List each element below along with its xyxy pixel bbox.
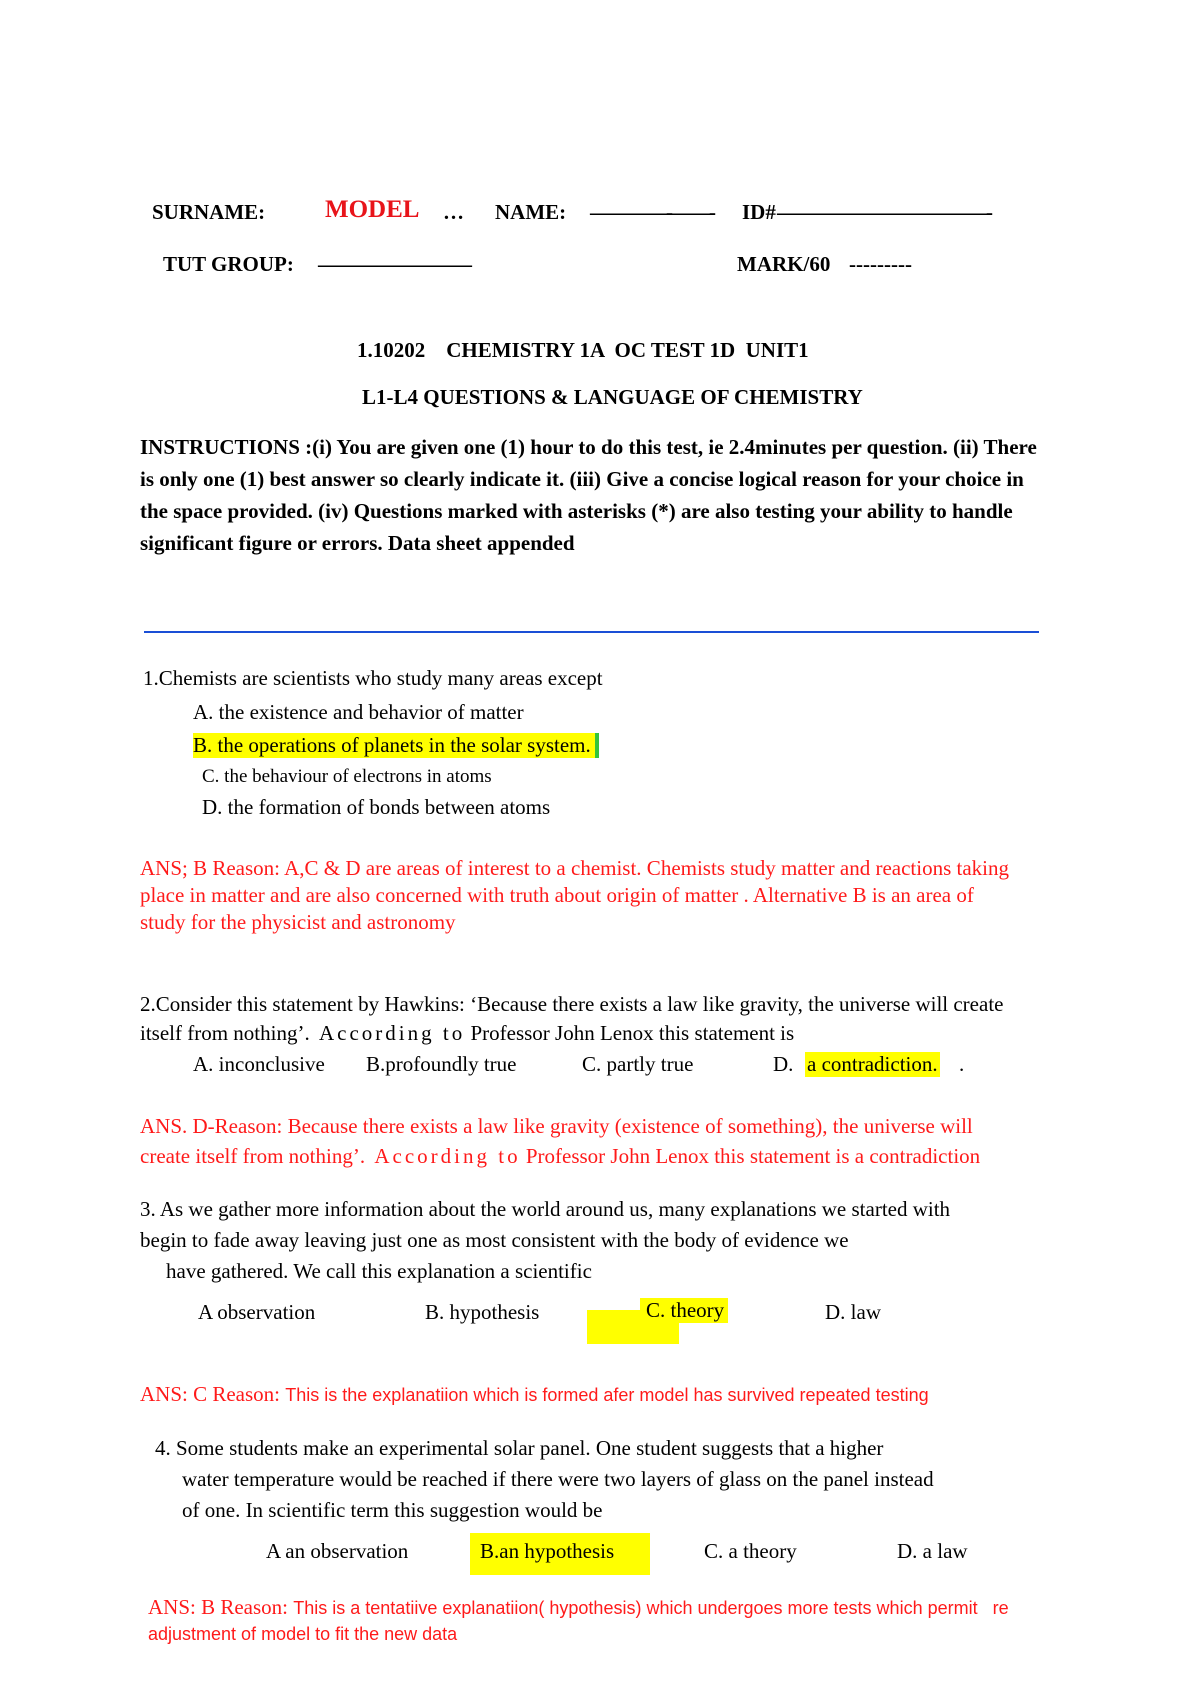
q1-answer-line3: study for the physicist and astronomy: [140, 910, 456, 934]
surname-dots: …: [443, 200, 464, 224]
q4-option-a: A an observation: [266, 1539, 409, 1563]
q4-answer-text1: This is a tentatiive explanatiion( hypothesis) which undergoes more tests which permit re: [293, 1598, 1009, 1618]
name-blank: ————-——-: [590, 200, 714, 224]
separator-rule: [144, 631, 1039, 633]
q3-answer-prefix: ANS: C Reason:: [140, 1382, 281, 1406]
id-blank: ———————————-: [777, 200, 991, 224]
q1-stem: 1.Chemists are scientists who study many areas except: [143, 666, 603, 690]
id-label: ID#: [742, 200, 776, 224]
q2-answer-part1: create itself from nothing’.: [140, 1144, 366, 1168]
q2-stem-part1: itself from nothing’.: [140, 1021, 310, 1045]
tut-group-label: TUT GROUP:: [163, 252, 294, 276]
q2-answer-line1: ANS. D-Reason: Because there exists a law like gravity (existence of something), the universe will: [140, 1114, 973, 1138]
q1-answer-line2: place in matter and are also concerned with truth about origin of matter . Alternative B is an area of: [140, 883, 974, 907]
q2-option-b: B.profoundly true: [366, 1052, 517, 1076]
q3-option-d: D. law: [825, 1300, 881, 1324]
q2-option-a: A. inconclusive: [193, 1052, 325, 1076]
q2-stem-line2: [140, 1021, 794, 1046]
q2-option-d-label: D.: [773, 1052, 794, 1076]
q1-answer-line1: ANS; B Reason: A,C & D are areas of interest to a chemist. Chemists study matter and reactions taking: [140, 856, 1009, 880]
tut-group-blank: ————————: [318, 252, 470, 276]
q4-option-d: D. a law: [897, 1539, 968, 1563]
q4-stem-line1: 4. Some students make an experimental solar panel. One student suggests that a higher: [155, 1436, 884, 1460]
q2-stem-spaced: According to: [318, 1021, 466, 1045]
q2-option-d-tail: .: [959, 1052, 965, 1076]
q3-option-b: B. hypothesis: [425, 1300, 540, 1324]
surname-label: SURNAME:: [152, 200, 266, 224]
q4-answer-line1: [148, 1595, 1009, 1620]
surname-value: MODEL: [325, 196, 420, 223]
q4-stem-line2: water temperature would be reached if there were two layers of glass on the panel instead: [182, 1467, 934, 1491]
q3-stem-line2: begin to fade away leaving just one as most consistent with the body of evidence we: [140, 1228, 849, 1252]
q2-stem-part3: Professor John Lenox this statement is: [470, 1021, 795, 1045]
name-label: NAME:: [495, 200, 567, 224]
q1-option-b: B. the operations of planets in the solar system.: [193, 733, 599, 758]
q3-option-a: A observation: [198, 1300, 316, 1324]
q3-stem-line3: have gathered. We call this explanation a scientific: [166, 1259, 592, 1283]
q3-option-c: C. theory: [640, 1298, 728, 1323]
q4-answer-prefix: ANS: B Reason:: [148, 1595, 289, 1619]
q4-stem-line3: of one. In scientific term this suggestion would be: [182, 1498, 603, 1522]
test-title: 1.10202 CHEMISTRY 1A OC TEST 1D UNIT1: [357, 338, 809, 362]
mark-blank: ---------: [849, 252, 912, 276]
test-subtitle: L1-L4 QUESTIONS & LANGUAGE OF CHEMISTRY: [362, 385, 863, 409]
q1-option-a: A. the existence and behavior of matter: [193, 700, 524, 724]
q1-option-d: D. the formation of bonds between atoms: [202, 795, 551, 819]
q1-option-c: C. the behaviour of electrons in atoms: [202, 766, 492, 787]
instructions: INSTRUCTIONS :(i) You are given one (1) hour to do this test, ie 2.4minutes per question. (ii) There is only one (1) best answer so clearly indicate it. (iii) Give a concise logical reason for your choice in the space provided. (iv) Questions marked with asterisks (*) are also testing your ability to handle significant figure or errors. Data sheet appended: [140, 435, 1037, 555]
q3-stem-line1: 3. As we gather more information about the world around us, many explanations we started with: [140, 1197, 951, 1221]
mark-label: MARK/60: [737, 252, 831, 276]
q4-option-c: C. a theory: [704, 1539, 797, 1563]
q2-option-c: C. partly true: [582, 1052, 694, 1076]
q4-answer-line2: adjustment of model to fit the new data: [148, 1624, 458, 1644]
q2-answer-spaced: According to: [374, 1144, 521, 1168]
q2-answer-line2: [140, 1144, 980, 1169]
q2-option-d: a contradiction.: [807, 1052, 938, 1076]
q4-option-b: B.an hypothesis: [480, 1539, 615, 1563]
q2-answer-part3: Professor John Lenox this statement is a contradiction: [525, 1144, 981, 1168]
q3-answer-text: This is the explanatiion which is formed afer model has survived repeated testing: [285, 1385, 929, 1405]
q2-stem-line1: 2.Consider this statement by Hawkins: ‘Because there exists a law like gravity, the universe will create: [140, 992, 1004, 1016]
q3-answer: [140, 1382, 929, 1407]
